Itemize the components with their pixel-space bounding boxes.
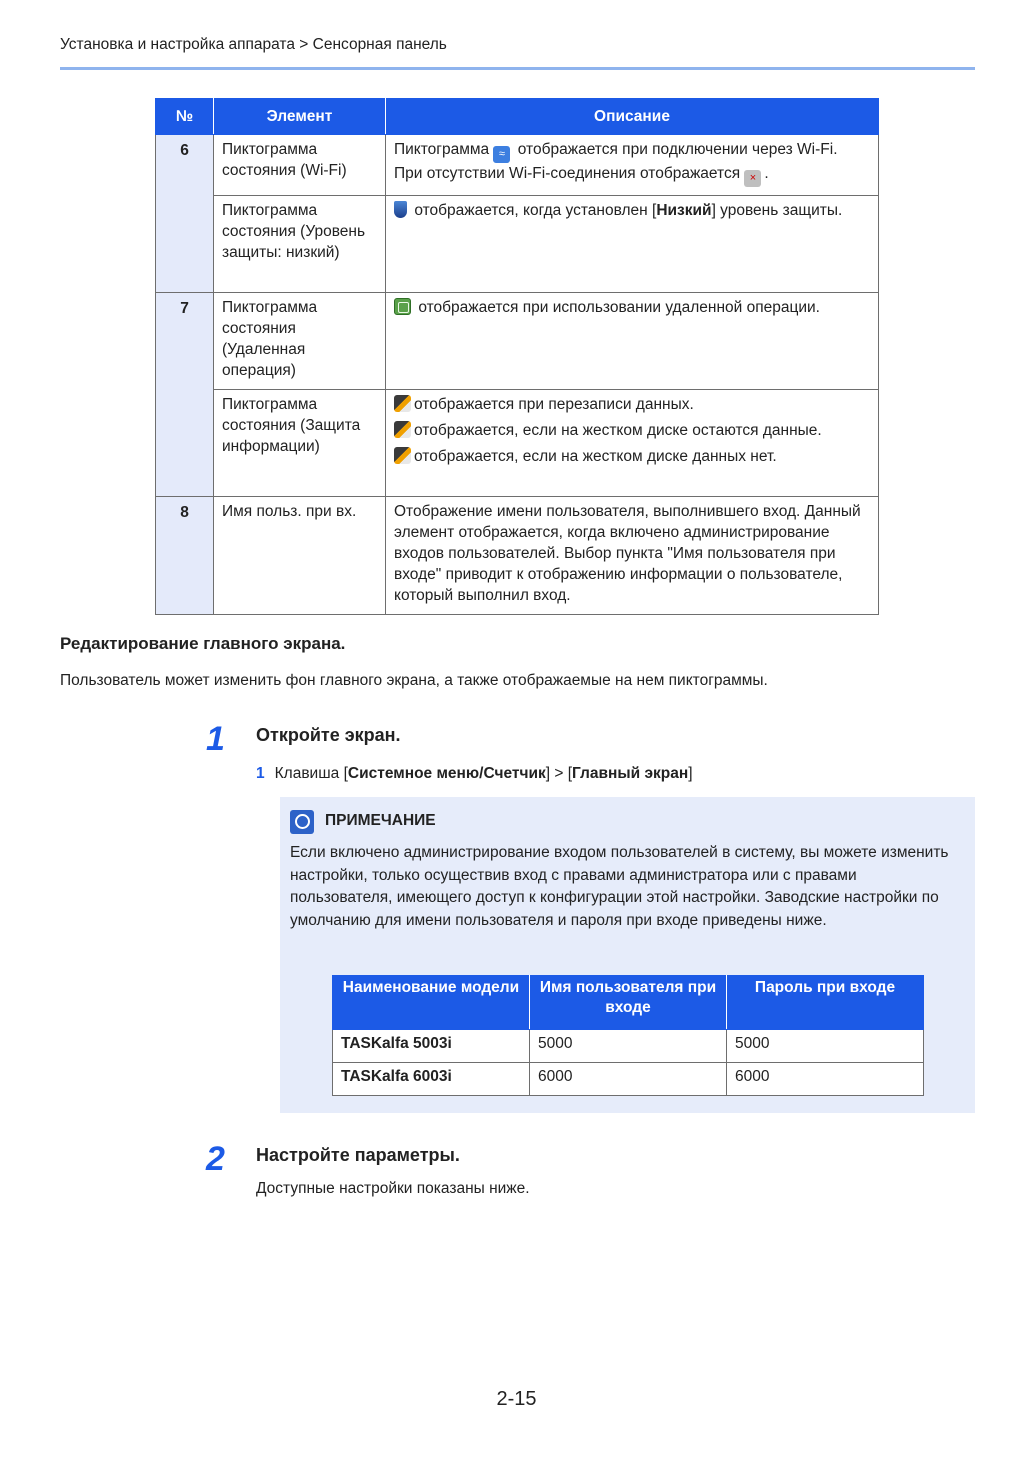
- step-number: 2: [206, 1140, 225, 1178]
- substep: [256, 765, 693, 783]
- note-icon: [290, 810, 314, 834]
- substep-number: 1: [256, 765, 265, 782]
- description-cell: [386, 293, 879, 390]
- column-header-description: Описание: [386, 99, 879, 135]
- login-password-cell: 5000: [727, 1030, 924, 1063]
- status-icons-table: [155, 98, 879, 615]
- default-login-table: [332, 975, 924, 1096]
- table-row: [156, 497, 879, 615]
- element-cell: Имя польз. при вх.: [214, 497, 386, 615]
- column-header-number: №: [156, 99, 214, 135]
- element-cell: Пиктограмма состояния (Wi-Fi): [214, 135, 386, 196]
- column-header-login-user: Имя пользователя при входе: [530, 976, 727, 1030]
- row-number: 8: [156, 497, 214, 615]
- step-text: Доступные настройки показаны ниже.: [256, 1180, 530, 1197]
- row-number: 6: [156, 135, 214, 293]
- description-cell: Отображение имени пользователя, выполнившего вход. Данный элемент отображается, когда включено администрирование входов пользователей. Выбор пункта "Имя пользователя при входе" приводит к отображению информации о пользователе, который выполнил вход.: [386, 497, 879, 615]
- breadcrumb: Установка и настройка аппарата > Сенсорная панель: [60, 36, 447, 53]
- substep-text: ]: [688, 765, 693, 782]
- description-text: отображается, если на жестком диске данных нет.: [414, 448, 777, 465]
- table-row: [156, 135, 879, 196]
- description-text: отображается, когда установлен [: [414, 202, 657, 219]
- description-text: .: [764, 165, 769, 182]
- description-bold: Низкий: [656, 202, 712, 219]
- description-text: отображается, если на жестком диске остаются данные.: [414, 422, 822, 439]
- column-header-element: Элемент: [214, 99, 386, 135]
- login-user-cell: 6000: [530, 1063, 727, 1096]
- column-header-model: Наименование модели: [333, 976, 530, 1030]
- step-number: 1: [206, 720, 225, 758]
- wifi-off-icon: ×: [744, 170, 761, 187]
- security-low-icon: [394, 201, 407, 218]
- description-line: [394, 420, 870, 441]
- description-cell: [386, 135, 879, 196]
- description-text: ] уровень защиты.: [711, 202, 843, 219]
- substep-key: Системное меню/Счетчик: [347, 765, 546, 782]
- element-cell: Пиктограмма состояния (Уровень защиты: низкий): [214, 196, 386, 293]
- description-cell: [386, 390, 879, 497]
- step-title: Откройте экран.: [256, 725, 401, 745]
- model-cell: TASKalfa 5003i: [333, 1030, 530, 1063]
- table-row: [156, 390, 879, 497]
- description-text: Пиктограмма: [394, 141, 490, 158]
- table-row: [156, 293, 879, 390]
- description-cell: [386, 196, 879, 293]
- column-header-login-password: Пароль при входе: [727, 976, 924, 1030]
- section-intro: Пользователь может изменить фон главного экрана, а также отображаемые на нем пиктограммы.: [60, 672, 768, 689]
- step-title: Настройте параметры.: [256, 1145, 460, 1165]
- substep-text: ] > [: [545, 765, 573, 782]
- description-text: отображается при подключении через Wi-Fi. При отсутствии Wi-Fi-соединения отображается: [394, 141, 838, 182]
- table-row: [156, 196, 879, 293]
- table-row: [333, 1063, 924, 1096]
- table-header-row: [156, 99, 879, 135]
- substep-text: Клавиша [: [274, 765, 348, 782]
- element-cell: Пиктограмма состояния (Защита информации): [214, 390, 386, 497]
- note-text: Если включено администрирование входом пользователей в систему, вы можете изменить настройки, только осуществив вход с правами администратора или с правами пользователя, имеющего доступ к конфигурации этой настройки. Заводские настройки по умолчанию для имени пользователя и пароля при входе приведены ниже.: [290, 844, 949, 929]
- section-title: Редактирование главного экрана.: [60, 634, 346, 653]
- header-divider: [60, 67, 975, 70]
- table-header-row: [333, 976, 924, 1030]
- login-password-cell: 6000: [727, 1063, 924, 1096]
- description-line: [394, 446, 870, 467]
- page-number: 2-15: [496, 1388, 537, 1410]
- element-cell: Пиктограмма состояния (Удаленная операция): [214, 293, 386, 390]
- data-overwrite-icon: [394, 395, 411, 412]
- login-user-cell: 5000: [530, 1030, 727, 1063]
- description-line: [394, 394, 870, 415]
- row-number: 7: [156, 293, 214, 497]
- note-title: ПРИМЕЧАНИЕ: [325, 812, 436, 829]
- data-none-icon: [394, 447, 411, 464]
- description-text: отображается при использовании удаленной операции.: [418, 299, 820, 316]
- remote-operation-icon: [394, 298, 411, 315]
- table-row: [333, 1030, 924, 1063]
- substep-key: Главный экран: [572, 765, 689, 782]
- data-remaining-icon: [394, 421, 411, 438]
- model-cell: TASKalfa 6003i: [333, 1063, 530, 1096]
- description-text: отображается при перезаписи данных.: [414, 396, 694, 413]
- wifi-icon: ≈: [493, 146, 510, 163]
